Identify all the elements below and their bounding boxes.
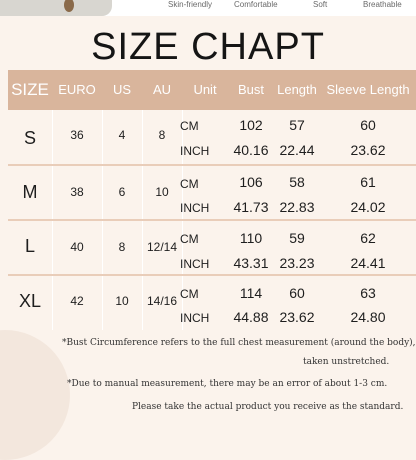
length-cm: 60 bbox=[289, 285, 305, 301]
us-value: 10 bbox=[115, 294, 129, 308]
decorative-blob bbox=[0, 330, 70, 460]
sleeve-cm: 62 bbox=[360, 230, 376, 246]
length-cm: 57 bbox=[289, 117, 305, 133]
header-sleeve-length: Sleeve Length bbox=[326, 82, 410, 97]
note-line: *Due to manual measurement, there may be an error of about 1-3 cm. bbox=[67, 379, 388, 389]
bust-inch: 41.73 bbox=[233, 199, 269, 215]
header-euro: EURO bbox=[58, 82, 96, 97]
euro-value: 40 bbox=[70, 240, 84, 254]
note-line: *Bust Circumference refers to the full chest measurement (around the body), bbox=[62, 338, 416, 348]
size-label: XL bbox=[18, 291, 42, 311]
header-size: SIZE bbox=[11, 80, 49, 99]
feature-label: Soft bbox=[313, 0, 328, 9]
row-divider bbox=[8, 164, 416, 166]
size-table bbox=[8, 70, 416, 330]
unit-inch: INCH bbox=[180, 257, 210, 271]
header-unit: Unit bbox=[193, 82, 217, 97]
row-divider bbox=[8, 274, 416, 276]
au-value: 8 bbox=[158, 128, 166, 142]
sleeve-cm: 61 bbox=[360, 174, 376, 190]
feature-label: Skin-friendly bbox=[168, 0, 213, 9]
table-header bbox=[8, 70, 416, 110]
size-label: L bbox=[24, 236, 35, 256]
sweater-photo-fragment bbox=[0, 0, 112, 16]
note-line: taken unstretched. bbox=[303, 357, 390, 367]
bust-cm: 106 bbox=[239, 174, 263, 190]
unit-cm: CM bbox=[180, 177, 199, 191]
euro-value: 36 bbox=[70, 128, 84, 142]
length-cm: 58 bbox=[289, 174, 305, 190]
bust-inch: 40.16 bbox=[233, 142, 269, 158]
length-inch: 23.23 bbox=[279, 255, 315, 271]
top-strip bbox=[0, 0, 416, 16]
unit-cm: CM bbox=[180, 119, 199, 133]
unit-cm: CM bbox=[180, 232, 199, 246]
us-value: 4 bbox=[118, 128, 126, 142]
unit-inch: INCH bbox=[180, 144, 210, 158]
length-cm: 59 bbox=[289, 230, 305, 246]
length-inch: 23.62 bbox=[279, 309, 315, 325]
bust-cm: 102 bbox=[239, 117, 263, 133]
au-value: 12/14 bbox=[146, 240, 178, 254]
sleeve-inch: 24.02 bbox=[350, 199, 386, 215]
bust-inch: 43.31 bbox=[233, 255, 269, 271]
feature-label: Comfortable bbox=[234, 0, 278, 9]
sleeve-inch: 24.41 bbox=[350, 255, 386, 271]
length-inch: 22.83 bbox=[279, 199, 315, 215]
size-label: M bbox=[22, 182, 38, 202]
au-value: 14/16 bbox=[146, 294, 178, 308]
note-line: Please take the actual product you receive as the standard. bbox=[132, 402, 404, 412]
euro-value: 38 bbox=[70, 185, 84, 199]
header-us: US bbox=[112, 82, 132, 97]
bust-cm: 114 bbox=[239, 285, 263, 301]
unit-cm: CM bbox=[180, 287, 199, 301]
header-bust: Bust bbox=[237, 82, 264, 97]
au-value: 10 bbox=[155, 185, 169, 199]
header-length: Length bbox=[277, 82, 317, 97]
unit-inch: INCH bbox=[180, 201, 210, 215]
row-divider bbox=[8, 219, 416, 221]
sleeve-inch: 24.80 bbox=[350, 309, 386, 325]
feature-label: Breathable bbox=[363, 0, 402, 9]
length-inch: 22.44 bbox=[279, 142, 315, 158]
page-title: SIZE CHAPT bbox=[91, 26, 325, 68]
sleeve-cm: 60 bbox=[360, 117, 376, 133]
bust-cm: 110 bbox=[239, 230, 263, 246]
euro-value: 42 bbox=[70, 294, 84, 308]
us-value: 6 bbox=[118, 185, 126, 199]
unit-inch: INCH bbox=[180, 311, 210, 325]
sleeve-inch: 23.62 bbox=[350, 142, 386, 158]
sleeve-cm: 63 bbox=[360, 285, 376, 301]
header-au: AU bbox=[152, 82, 172, 97]
sweater-button-icon bbox=[64, 0, 74, 12]
bust-inch: 44.88 bbox=[233, 309, 269, 325]
size-label: S bbox=[23, 128, 36, 148]
us-value: 8 bbox=[118, 240, 126, 254]
